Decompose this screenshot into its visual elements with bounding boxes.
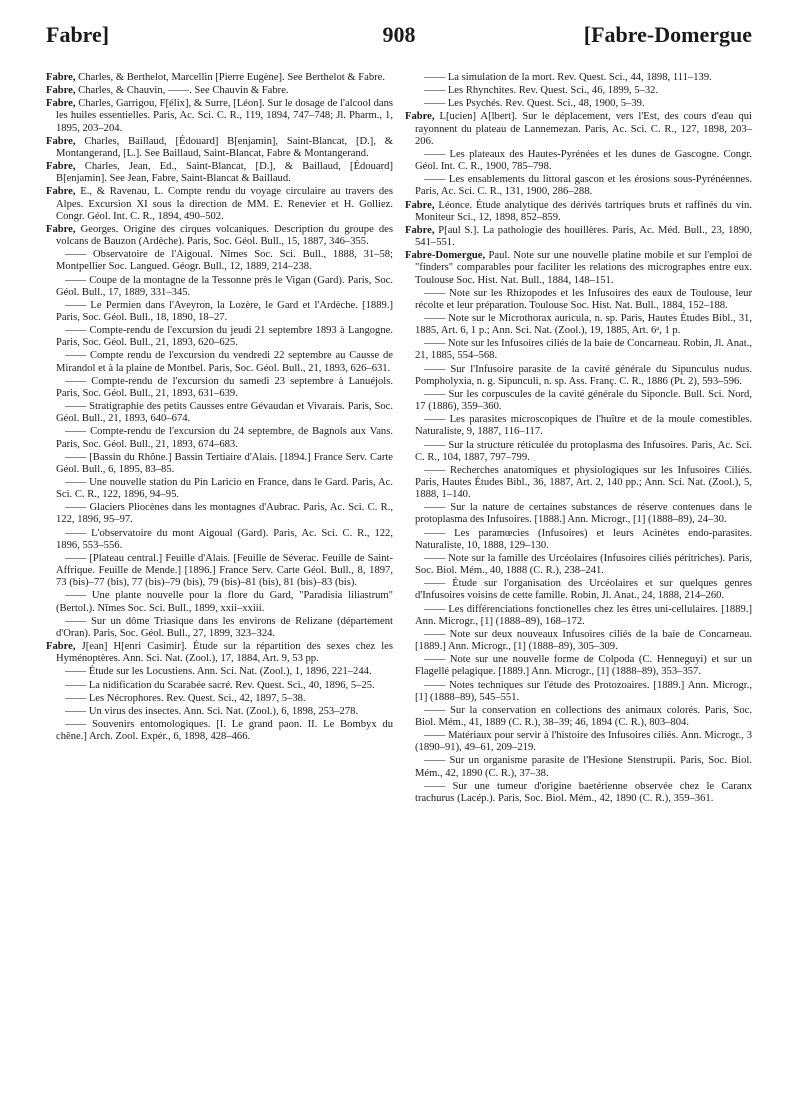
bibliography-entry [46,693,393,705]
bibliography-entry [405,680,752,704]
bibliography-entry [46,477,393,501]
entry-text: Charles, & Chauvin, ——. See Chauvin & Fabre. [75,85,289,97]
entry-text: —— Coupe de la montagne de la Tessonne près le Vigan (Gard). Paris, Soc. Géol. Bull., 17, 1889, 331–345. [56,274,393,298]
bibliography-entry [46,452,393,476]
entry-text: —— Compte rendu de l'excursion du vendredi 22 septembre au Causse de Mirandol et à la plaine de Montbel. Paris, Soc. Géol. Bull., 21, 1893, 626–631. [56,350,393,374]
right-column [405,72,752,806]
bibliography-entry [46,325,393,349]
entry-text: —— Matériaux pour servir à l'histoire des Infusoires ciliés. Ann. Microgr., 3 (1890–91), 49–61, 209–219. [415,730,752,754]
entry-text: —— Sur un organisme parasite de l'Hesione Stenstrupii. Paris, Soc. Biol. Mém., 42, 1890 (C. R.), 37–38. [415,755,752,779]
bibliography-entry [405,250,752,286]
entry-text: —— Les ensablements du littoral gascon et les érosions sous-Pyrénéennes. Paris, Ac. Sci. C. R., 131, 1900, 286–288. [415,174,752,198]
entry-text: Georges. Origine des cirques volcaniques. Description du groupe des volcans de Bauzon (Ardèche). Paris, Soc. Géol. Bull., 15, 1887, 346–355. [56,223,393,248]
bibliography-entry [46,136,393,160]
entry-text: —— Une nouvelle station du Pin Laricio en France, dans le Gard. Paris, Ac. Sci. C. R., 122, 1896, 94–95. [56,477,393,501]
left-column [46,72,393,744]
bibliography-body [46,72,752,1092]
entry-text: —— Les Psychés. Rev. Quest. Sci., 48, 1900, 5–39. [424,98,645,110]
page-number: 908 [382,22,416,47]
entry-text: Léonce. Étude analytique des dérivés tartriques bruts et raffinés du vin. Moniteur Sci., 12, 1898, 852–859. [415,199,752,223]
bibliography-entry [46,350,393,374]
entry-text: —— Sur la conservation en collections des animaux colorés. Paris, Soc. Biol. Mém., 41, 1889 (C. R.), 38–39; 46, 1894 (C. R.), 803–804. [415,704,752,728]
bibliography-entry [405,705,752,729]
entry-text: —— Notes techniques sur l'étude des Protozoaires. [1889.] Ann. Microgr., [1] (1888–89), 545–551. [415,679,752,703]
entry-text: Charles, Garrigou, F[élix], & Surre, [Léon]. Sur le dosage de l'alcool dans les huiles essentielles. Paris, Ac. Sci. C. R., 119, 1894, 747–748; Jl. Pharm., 1, 1895, 203–204. [56,98,393,134]
bibliography-entry [405,149,752,173]
bibliography-entry [405,338,752,362]
entry-text: —— Les parasites microscopiques de l'huître et de la moule comestibles. Naturaliste, 9, 1887, 116–117. [415,414,752,438]
author-name: Fabre, [46,135,76,147]
bibliography-entry [46,98,393,134]
author-name: Fabre, [46,85,76,97]
entry-text: —— Stratigraphie des petits Causses entre Gévaudan et Vivarais. Paris, Soc. Géol. Bull., 21, 1893, 640–674. [56,401,393,425]
entry-text: —— Le Permien dans l'Aveyron, la Lozère, le Gard et l'Ardèche. [1889.] Paris, Soc. Géol. Bull., 18, 1890, 18–27. [56,299,393,323]
entry-text: —— Sur la structure réticulée du protoplasma des Infusoires. Paris, Ac. Sci. C. R., 104, 1887, 797–799. [415,439,752,463]
entry-text: J[ean] H[enri Casimir]. Étude sur la répartition des sexes chez les Hyménoptères. Ann. Sci. Nat. (Zool.), 17, 1884, Art. 9, 53 pp. [56,641,393,665]
entry-text: Paul. Note sur une nouvelle platine mobile et sur l'emploi de "finders" comparables pour faciliter les relations des micrographes entre eux. Toulouse Soc. Hist. Nat. Bull., 1884, 148–151. [415,250,752,286]
entry-text: —— Compte-rendu de l'excursion du jeudi 21 septembre 1893 à Langogne. Paris, Soc. Géol. Bull., 21, 1893, 620–625. [56,325,393,349]
entry-text: Charles, Baillaud, [Édouard] B[enjamin], Saint-Blancat, [D.], & Montangerand, [L.]. See Baillaud, Saint-Blancat, Fabre & Montangerand. [56,135,393,159]
entry-text: —— Étude sur l'organisation des Urcéolaires et sur quelques genres d'Infusoires voisins de cette famille. Robin, Jl. Anat., 24, 1888, 214–260. [415,578,752,602]
bibliography-entry [46,426,393,450]
bibliography-entry [405,313,752,337]
entry-text: —— Compte-rendu de l'excursion du samedi 23 septembre à Lanuéjols. Paris, Soc. Géol. Bull., 21, 1893, 631–639. [56,375,393,399]
author-name: Fabre, [405,224,435,236]
entry-text: —— Note sur les Infusoires ciliés de la baie de Concarneau. Robin, Jl. Anat., 21, 1885, 554–568. [415,338,752,362]
bibliography-entry [46,72,393,84]
entry-text: —— Sur un dôme Triasique dans les environs de Relizane (département d'Oran). Paris, Soc. Géol. Bull., 27, 1899, 323–324. [56,615,393,639]
bibliography-entry [405,528,752,552]
entry-text: —— La simulation de la mort. Rev. Quest. Sci., 44, 1898, 111–139. [424,72,712,83]
bibliography-entry [46,641,393,665]
bibliography-entry [405,174,752,198]
entry-text: —— Souvenirs entomologiques. [I. Le grand paon. II. Le Bombyx du chêne.] Arch. Zool. Expér., 6, 1898, 428–466. [56,718,393,743]
entry-text: —— La nidification du Scarabée sacré. Rev. Quest. Sci., 40, 1896, 5–25. [65,679,375,691]
bibliography-entry [46,528,393,552]
entry-text: —— Les plateaux des Hautes-Pyrénées et les dunes de Gascogne. Congr. Géol. Int. C. R., 1900, 785–798. [415,148,752,173]
bibliography-entry [405,781,752,805]
entry-text: —— Sur la nature de certaines substances de réserve contenues dans le protoplasma des Infusoires. [1888.] Ann. Microgr., [1] (1888–89), 24–30. [415,502,752,526]
entry-text: —— Note sur deux nouveaux Infusoires ciliés de la baie de Concarneau. [1889.] Ann. Microgr., [1] (1888–89), 305–309. [415,628,752,653]
bibliography-entry [405,465,752,501]
author-name: Fabre, [405,199,435,211]
bibliography-entry [405,111,752,147]
author-name: Fabre, [46,98,76,110]
bibliography-entry [46,666,393,678]
bibliography-entry [405,755,752,779]
bibliography-entry [405,389,752,413]
bibliography-entry [46,502,393,526]
bibliography-entry [405,654,752,678]
entry-text: —— Un virus des insectes. Ann. Sci. Nat. (Zool.), 6, 1898, 253–278. [65,705,359,717]
bibliography-entry [46,401,393,425]
entry-text: —— Observatoire de l'Aigoual. Nîmes Soc. Sci. Bull., 1888, 31–58; Montpellier Soc. Langued. Géogr. Bull., 12, 1889, 214–238. [56,249,393,273]
entry-text: —— Glaciers Pliocènes dans les montagnes d'Aubrac. Paris, Ac. Sci. C. R., 122, 1896, 95–97. [56,502,393,526]
bibliography-entry [405,72,752,84]
author-name: Fabre-Domergue, [405,250,486,262]
entry-text: Charles, Jean, Ed., Saint-Blancat, [D.], & Baillaud, [Édouard] B[enjamin]. See Jean, Fabre, Saint-Blancat & Baillaud. [56,161,393,185]
bibliography-entry [46,161,393,185]
entry-text: —— Sur l'Infusoire parasite de la cavité générale du Sipunculus nudus. Pompholyxia, n. g. Sipunculi, n. sp. Ass. Franç. C. R., 1886 (Pt. 2), 593–596. [415,363,752,387]
bibliography-entry [46,680,393,692]
bibliography-entry [405,414,752,438]
bibliography-entry [46,616,393,640]
entry-text: —— Sur les corpuscules de la cavité générale du Siponcle. Bull. Sci. Nord, 17 (1886), 359–360. [415,388,752,413]
bibliography-entry [405,364,752,388]
bibliography-entry [46,706,393,718]
bibliography-entry [405,440,752,464]
bibliography-entry [46,224,393,248]
entry-text: Charles, & Berthelot, Marcellin [Pierre Eugène]. See Berthelot & Fabre. [75,72,386,83]
entry-text: —— Recherches anatomiques et physiologiques sur les Infusoires Ciliés. Paris, Hautes Études Bibl., 36, 1887, Art. 2, 140 pp.; Ann. Sci. Nat. (Zool.), 5, 1888, 1–140. [415,464,752,501]
entry-text: —— L'observatoire du mont Aigoual (Gard). Paris, Ac. Sci. C. R., 122, 1896, 553–556. [56,527,393,551]
entry-text: L[ucien] A[lbert]. Sur le déplacement, vers l'Est, des cours d'eau qui rayonnent du plateau de Lannemezan. Paris, Ac. Sci. C. R., 127, 1898, 203–206. [415,111,752,147]
entry-text: —— Note sur les Rhizopodes et les Infusoires des eaux de Toulouse, leur récolte et leur préparation. Toulouse Soc. Hist. Nat. Bull., 1884, 152–188. [415,287,752,311]
bibliography-entry [405,225,752,249]
entry-text: —— Une plante nouvelle pour la flore du Gard, "Paradisia liliastrum" (Bertol.). Nîmes Soc. Sci. Bull., 1899, xxii–xxiii. [56,590,393,614]
bibliography-entry [405,85,752,97]
bibliography-entry [405,98,752,110]
header-left-catchword: Fabre] [46,22,110,47]
entry-text: —— Les paramœcies (Infusoires) et leurs Acinètes endo-parasites. Naturaliste, 10, 1888, 129–130. [415,527,752,551]
entry-text: P[aul S.]. La pathologie des houillères. Paris, Ac. Méd. Bull., 23, 1890, 541–551. [415,224,752,249]
bibliography-entry [46,300,393,324]
entry-text: —— Les Nécrophores. Rev. Quest. Sci., 42, 1897, 5–38. [65,692,306,704]
entry-text: —— [Bassin du Rhône.] Bassin Tertiaire d'Alais. [1894.] France Serv. Carte Géol. Bull., 6, 1895, 83–85. [56,451,393,475]
bibliography-entry [405,200,752,224]
bibliography-entry [405,730,752,754]
bibliography-entry [46,85,393,97]
bibliography-entry [46,553,393,589]
page-header [46,22,752,52]
author-name: Fabre, [46,161,76,173]
bibliography-entry [405,578,752,602]
entry-text: —— Sur une tumeur d'origine baetérienne observée chez le Caranx trachurus (Lacép.). Paris, Soc. Biol. Mém., 42, 1890 (C. R.), 359–361. [415,780,752,804]
entry-text: —— Note sur la famille des Urcéolaires (Infusoires ciliés péritriches). Paris, Soc. Biol. Mém., 40, 1888 (C. R.), 238–241. [415,552,752,577]
bibliography-entry [46,275,393,299]
entry-text: —— [Plateau central.] Feuille d'Alais. [Feuille de Séverac. Feuille de Saint-Affrique. Feuille de Mende.] [1896.] France Serv. Carte Géol. Bull., 8, 1897, 73 (bis)–77 (bis), 77 (bis)–79 (bis), 79 (bis)–81 (bis), 81 (bis)–83 (bis). [56,552,393,589]
entry-text: —— Étude sur les Locustiens. Ann. Sci. Nat. (Zool.), 1, 1896, 221–244. [65,666,372,678]
bibliography-entry [46,249,393,273]
entry-text: —— Les Rhynchites. Rev. Quest. Sci., 46, 1899, 5–32. [424,85,659,97]
author-name: Fabre, [46,223,76,235]
header-right-catchword: [Fabre-Domergue [583,22,752,47]
bibliography-entry [405,629,752,653]
bibliography-entry [46,590,393,614]
entry-text: —— Note sur le Microthorax auricula, n. sp. Paris, Hautes Études Bibl., 31, 1885, Art. 6, 1 p.; Ann. Sci. Nat. (Zool.), 19, 1885, Art. 6ᵃ, 1 p. [415,312,752,337]
author-name: Fabre, [46,641,76,653]
bibliography-entry [405,604,752,628]
author-name: Fabre, [405,111,435,123]
bibliography-entry [46,186,393,222]
bibliography-entry [46,376,393,400]
bibliography-entry [46,719,393,743]
author-name: Fabre, [46,72,76,83]
bibliography-entry [405,553,752,577]
author-name: Fabre, [46,186,76,198]
entry-text: E., & Ravenau, L. Compte rendu du voyage circulaire au travers des Alpes. Excursion XI sous la direction de MM. E. Renevier et H. Golliez. Congr. Géol. Int. C. R., 1894, 490–502. [56,186,393,222]
entry-text: —— Compte-rendu de l'excursion du 24 septembre, de Bagnols aux Vans. Paris, Soc. Géol. Bull., 21, 1893, 674–683. [56,426,393,450]
bibliography-entry [405,288,752,312]
entry-text: —— Les différenciations fonctionelles chez les êtres uni-cellulaires. [1889.] Ann. Microgr., [1] (1888–89), 168–172. [415,603,752,627]
entry-text: —— Note sur une nouvelle forme de Colpoda (C. Henneguyi) et sur un Flagellé pelagique. [1889.] Ann. Microgr., [1] (1888–89), 353–357. [415,654,752,678]
bibliography-entry [405,502,752,526]
